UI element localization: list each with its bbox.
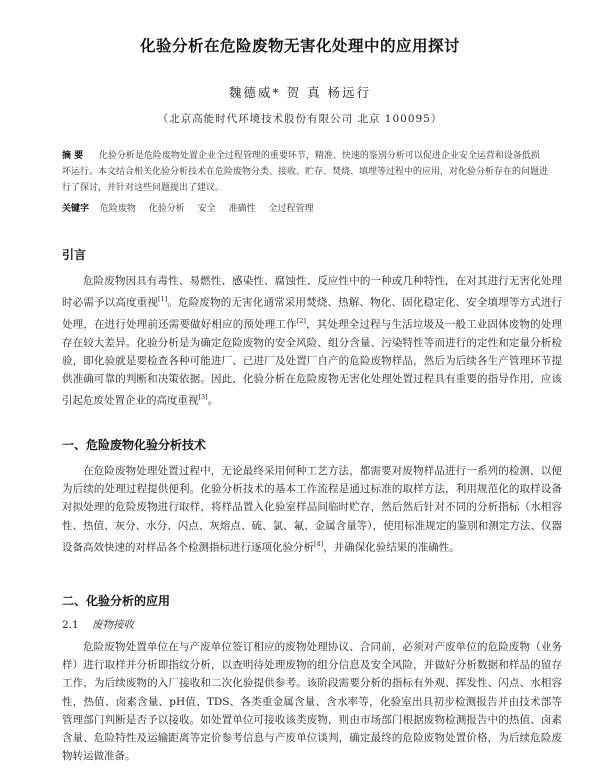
abstract	[62, 148, 548, 196]
section2-heading: 二、化验分析的应用	[62, 594, 171, 608]
keywords	[62, 201, 548, 217]
paper-authors: 魏德威* 贺 真 杨远行	[228, 85, 372, 100]
intro-text-2: 。危险废物的无害化通常采用焚烧、热解、物化、固化稳定化、安全填埋等方式进行处理，在进行处理前还需要做好相应的预处理工作	[62, 296, 563, 331]
intro-text-3: ，其处理全过程与生活垃圾及一般工业固体废物的处理存在较大差异。化验分析是为确定危险废物的安全风险、组分含量、污染特性等而进行的定性和定量分析检验，即化验就是要检查各种可能进厂、已进厂及处置厂自产的危险废物样品，然后为后续各生产管理环节提供准确可靠的判断和决策依据。因此，化验分析在危险废物无害化处理处置过程具有重要的指导作用，应该引起危废处置企业的高度重视	[62, 318, 563, 407]
keyword-item: 安全	[197, 204, 216, 214]
keyword-item: 全过程管理	[268, 204, 314, 214]
paper-title: 化验分析在危险废物无害化处理中的应用探讨	[139, 37, 460, 55]
subsection-number: 2.1	[62, 619, 79, 631]
section2-paragraph: 危险废物处置单位在与产废单位签订相应的废物处理协议、合同前，必须对产废单位的危险废物（业务样）进行取样并分析即指纹分析，以查明待处理废物的组分信息及安全风险，并做好分析数据和样品的留存工作，为后续废物的入厂接收和二次化验提供参考。该阶段需要分析的指标有外观、挥发性、闪点、水相容性，热值、卤素含量、pH值、TDS、各类重金属含量、含水率等，化验室出具初步检测报告并由技术部等管理部门判断是否予以接收。如处置单位可接收该类废物，则由市场部门根据废物检测报告中的热值、卤素含量、危险特性及运输距离等定价参考信息与产废单位谈判，确定最终的危险废物处置价格，为后续危险废物转运做准备。	[62, 641, 562, 763]
citation-ref: [3]	[198, 393, 208, 402]
section1-text-end: ，并确保化验结果的准确性。	[323, 541, 460, 554]
keywords-label: 关键字	[62, 204, 90, 214]
keyword-item: 化验分析	[148, 204, 185, 214]
citation-ref: [1]	[158, 295, 168, 304]
citation-ref: [4]	[314, 539, 324, 548]
keyword-item: 危险废物	[99, 204, 136, 214]
subsection-title: 废物接收	[92, 619, 135, 631]
abstract-text: 化验分析是危险废物处置企业全过程管理的重要环节，精准、快速的鉴别分析可以促进企业安全运营和设备低损坏运行。本文结合相关化验分析技术在危险废物分类、接收、贮存、焚烧、填埋等过程中的应用，对化验分析存在的问题进行了探讨，并针对这些问题提出了建议。	[62, 151, 549, 193]
subsection-2-1-heading	[62, 617, 134, 632]
abstract-label: 摘 要	[62, 151, 84, 161]
intro-text-1: 危险废物因具有毒性、易燃性、感染性、腐蚀性、反应性中的一种或几种特性，在对其进行无害化处理时必需予以高度重视	[62, 275, 562, 309]
intro-heading: 引言	[62, 248, 87, 262]
paper-affiliation: （北京高能时代环境技术股份有限公司 北京 100095）	[157, 113, 443, 125]
intro-text-end: 。	[207, 394, 219, 407]
keyword-item: 准确性	[228, 204, 256, 214]
section1-text: 在危险废物处理处置过程中，无论最终采用何种工艺方法，都需要对废物样品进行一系列的检测，以便为后续的处理过程提供便利。化验分析技术的基本工作流程是通过标准的取样方法，利用规范化的取样设备对拟处理的危险废物进行取样，将样品置入化验室样品间临时贮存，然后然后针对不同的分析指标（水相容性、热值、灰分、水分、闪点、灰熔点、硫、氯、氟、金属含量等），使用标准规定的鉴别和测定方法、仪器设备高效快速的对样品各个检测指标进行逐项化验分析	[62, 465, 562, 554]
section1-paragraph	[62, 462, 562, 557]
section1-heading: 一、危险废物化验分析技术	[62, 438, 207, 452]
citation-ref: [2]	[296, 316, 306, 325]
intro-paragraph	[62, 272, 562, 410]
